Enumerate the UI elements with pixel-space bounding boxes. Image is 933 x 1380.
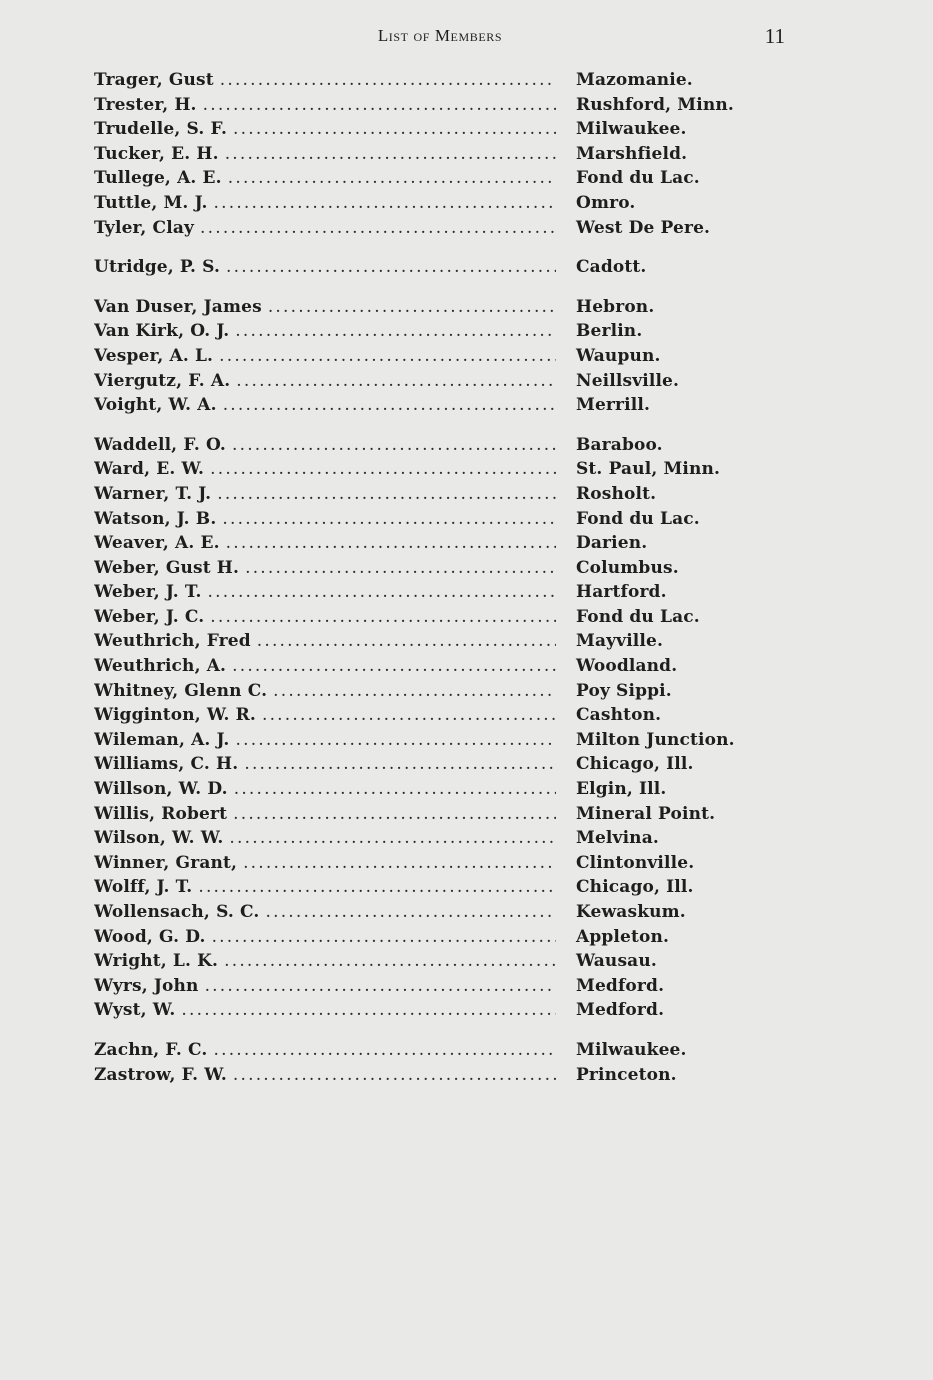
member-name-cell [94, 631, 556, 651]
dot-leader [233, 804, 556, 824]
member-name-cell [94, 976, 556, 996]
member-name: Willson, W. D. [94, 779, 228, 800]
member-entry [94, 779, 774, 804]
member-entry [94, 95, 774, 120]
member-name-cell [94, 1065, 556, 1085]
member-name: Winner, Grant, [94, 852, 238, 873]
member-name-cell [94, 558, 556, 578]
member-place: Milwaukee. [576, 119, 687, 140]
member-entry [94, 1065, 774, 1090]
member-place: Neillsville. [576, 370, 680, 391]
dot-leader [228, 168, 556, 188]
member-list [94, 70, 774, 1104]
member-entry [94, 321, 774, 346]
dot-leader [268, 297, 556, 317]
member-name-cell [94, 951, 556, 971]
dot-leader [245, 558, 556, 578]
member-place: Rushford, Minn. [576, 94, 734, 115]
member-place: Kewaskum. [576, 902, 686, 922]
member-name: Wileman, A. J. [94, 729, 230, 750]
member-name-cell [94, 395, 556, 415]
member-name-cell [94, 70, 556, 90]
dot-leader [232, 435, 556, 455]
member-place: Clintonville. [576, 852, 695, 873]
member-name: Whitney, Glenn C. [94, 680, 268, 701]
member-name: Van Duser, James [94, 296, 262, 317]
member-name: Viergutz, F. A. [94, 370, 231, 391]
dot-leader [265, 902, 556, 922]
member-entry [94, 976, 774, 1001]
member-name: Trester, H. [94, 94, 197, 115]
member-entry [94, 193, 774, 218]
running-title: List of Members [377, 26, 503, 45]
member-name: Wigginton, W. R. [94, 705, 256, 726]
page-number: 11 [764, 24, 785, 48]
member-name: Warner, T. J. [94, 483, 212, 504]
member-name-cell [94, 1000, 556, 1020]
member-place: Chicago, Ill. [576, 877, 694, 898]
member-name-cell [94, 459, 556, 479]
member-entry [94, 631, 774, 656]
member-place: Cadott. [576, 257, 647, 278]
member-place: Baraboo. [576, 434, 663, 455]
member-name-cell [94, 371, 556, 391]
dot-leader [222, 509, 556, 529]
member-name-cell [94, 853, 556, 873]
dot-leader [226, 533, 556, 553]
member-name: Wyst, W. [94, 1000, 176, 1021]
member-name: Tullege, A. E. [94, 168, 222, 189]
dot-leader [212, 927, 556, 947]
member-name: Weber, J. T. [94, 582, 202, 603]
member-place: Marshfield. [576, 143, 688, 164]
member-place: Princeton. [576, 1064, 677, 1085]
member-name: Wollensach, S. C. [94, 902, 260, 922]
member-place: St. Paul, Minn. [576, 459, 721, 480]
member-name-cell [94, 779, 556, 799]
member-name: Van Kirk, O. J. [94, 321, 230, 342]
member-entry [94, 70, 774, 95]
member-name: Vesper, A. L. [94, 345, 214, 366]
member-name: Utridge, P. S. [94, 257, 221, 278]
member-place: Woodland. [576, 656, 678, 677]
dot-leader [236, 371, 556, 391]
member-entry [94, 144, 774, 169]
member-entry [94, 484, 774, 509]
member-place: Chicago, Ill. [576, 754, 694, 775]
dot-leader [257, 631, 556, 651]
member-name: Weuthrich, Fred [94, 631, 251, 652]
member-place: Columbus. [576, 557, 679, 578]
dot-leader [214, 193, 556, 213]
member-name: Weber, Gust H. [94, 557, 240, 578]
member-name: Williams, C. H. [94, 754, 239, 775]
member-place: Mineral Point. [576, 803, 716, 824]
member-name-cell [94, 804, 556, 824]
member-name-cell [94, 321, 556, 341]
member-name: Weber, J. C. [94, 606, 205, 627]
member-name: Voight, W. A. [94, 395, 217, 416]
member-entry [94, 656, 774, 681]
member-name-cell [94, 705, 556, 725]
member-name-cell [94, 533, 556, 553]
member-entry [94, 119, 774, 144]
member-name: Wilson, W. W. [94, 828, 224, 849]
member-place: Rosholt. [576, 483, 657, 504]
member-entry [94, 705, 774, 730]
member-entry [94, 395, 774, 420]
member-entry [94, 681, 774, 706]
dot-leader [229, 828, 556, 848]
member-place: Milwaukee. [576, 1039, 687, 1060]
member-name-cell [94, 509, 556, 529]
dot-leader [234, 779, 556, 799]
dot-leader [181, 1000, 556, 1020]
member-place: Medford. [576, 1000, 665, 1021]
dot-leader [232, 656, 556, 676]
member-place: Fond du Lac. [576, 168, 700, 189]
member-place: Elgin, Ill. [576, 779, 667, 800]
member-name-cell [94, 927, 556, 947]
member-name: Tucker, E. H. [94, 143, 219, 164]
member-entry [94, 730, 774, 755]
member-name: Trudelle, S. F. [94, 119, 228, 140]
member-name-cell [94, 582, 556, 602]
dot-leader [243, 853, 556, 873]
member-entry [94, 257, 774, 282]
member-name-cell [94, 902, 556, 922]
dot-leader [208, 582, 556, 602]
member-place: Omro. [576, 192, 636, 213]
member-place: Fond du Lac. [576, 508, 700, 529]
member-place: Appleton. [576, 926, 670, 947]
member-place: Fond du Lac. [576, 606, 700, 627]
dot-leader [236, 730, 557, 750]
member-place: West De Pere. [576, 217, 711, 238]
dot-leader [198, 877, 556, 897]
member-place: Wausau. [576, 951, 657, 972]
member-entry [94, 297, 774, 322]
member-entry [94, 509, 774, 534]
dot-leader [235, 321, 556, 341]
member-name-cell [94, 119, 556, 139]
member-name: Weuthrich, A. [94, 656, 227, 677]
member-group [94, 70, 774, 242]
member-entry [94, 582, 774, 607]
dot-leader [219, 346, 556, 366]
member-name: Ward, E. W. [94, 459, 205, 480]
member-entry [94, 1040, 774, 1065]
member-entry [94, 877, 774, 902]
member-entry [94, 558, 774, 583]
member-name: Weaver, A. E. [94, 533, 220, 554]
dot-leader [223, 395, 556, 415]
member-name: Trager, Gust [94, 70, 214, 90]
member-group [94, 297, 774, 420]
member-name: Wyrs, John [94, 975, 199, 996]
member-name-cell [94, 297, 556, 317]
member-name: Tuttle, M. J. [94, 192, 208, 213]
dot-leader [262, 705, 556, 725]
member-entry [94, 754, 774, 779]
member-place: Hartford. [576, 582, 667, 603]
member-name: Waddell, F. O. [94, 434, 226, 455]
member-place: Medford. [576, 975, 665, 996]
member-group [94, 1040, 774, 1089]
member-name: Zastrow, F. W. [94, 1064, 227, 1085]
member-name: Wolff, J. T. [94, 877, 193, 898]
member-entry [94, 459, 774, 484]
member-entry [94, 804, 774, 829]
member-entry [94, 927, 774, 952]
dot-leader [226, 257, 556, 277]
member-place: Milton Junction. [576, 729, 735, 750]
dot-leader [220, 70, 556, 90]
member-name-cell [94, 484, 556, 504]
dot-leader [205, 976, 556, 996]
member-name-cell [94, 193, 556, 213]
member-name-cell [94, 754, 556, 774]
member-entry [94, 533, 774, 558]
member-place: Poy Sippi. [576, 680, 672, 701]
dot-leader [217, 484, 556, 504]
dot-leader [213, 1040, 556, 1060]
member-name-cell [94, 435, 556, 455]
member-entry [94, 1000, 774, 1025]
member-entry [94, 435, 774, 460]
member-entry [94, 902, 774, 927]
member-place: Melvina. [576, 828, 659, 849]
member-place: Waupun. [576, 345, 661, 366]
member-entry [94, 853, 774, 878]
dot-leader [273, 681, 556, 701]
member-name-cell [94, 168, 556, 188]
member-place: Mayville. [576, 631, 664, 652]
member-place: Berlin. [576, 321, 643, 342]
dot-leader [224, 951, 556, 971]
member-name-cell [94, 656, 556, 676]
dot-leader [210, 459, 556, 479]
dot-leader [210, 607, 556, 627]
member-name: Wright, L. K. [94, 951, 219, 972]
dot-leader [233, 119, 556, 139]
member-name-cell [94, 730, 556, 750]
member-name-cell [94, 828, 556, 848]
member-name: Tyler, Clay [94, 217, 195, 238]
member-name-cell [94, 95, 556, 115]
member-name: Wood, G. D. [94, 926, 206, 947]
member-name-cell [94, 1040, 556, 1060]
member-entry [94, 218, 774, 243]
member-place: Cashton. [576, 705, 662, 726]
member-entry [94, 607, 774, 632]
member-name: Willis, Robert [94, 803, 228, 824]
member-name-cell [94, 144, 556, 164]
dot-leader [233, 1065, 556, 1085]
member-group [94, 435, 774, 1025]
member-name: Zachn, F. C. [94, 1039, 208, 1060]
page-header [0, 24, 933, 50]
member-entry [94, 346, 774, 371]
member-place: Darien. [576, 533, 648, 554]
member-name-cell [94, 257, 556, 277]
member-entry [94, 828, 774, 853]
member-name-cell [94, 218, 556, 238]
member-place: Mazomanie. [576, 70, 693, 90]
member-group [94, 257, 774, 282]
member-name-cell [94, 346, 556, 366]
member-entry [94, 168, 774, 193]
member-name-cell [94, 877, 556, 897]
member-place: Hebron. [576, 296, 655, 317]
member-name: Watson, J. B. [94, 508, 217, 529]
member-name-cell [94, 681, 556, 701]
dot-leader [225, 144, 556, 164]
dot-leader [200, 218, 556, 238]
member-place: Merrill. [576, 395, 651, 416]
member-entry [94, 951, 774, 976]
dot-leader [244, 754, 556, 774]
dot-leader [203, 95, 556, 115]
member-entry [94, 371, 774, 396]
member-name-cell [94, 607, 556, 627]
